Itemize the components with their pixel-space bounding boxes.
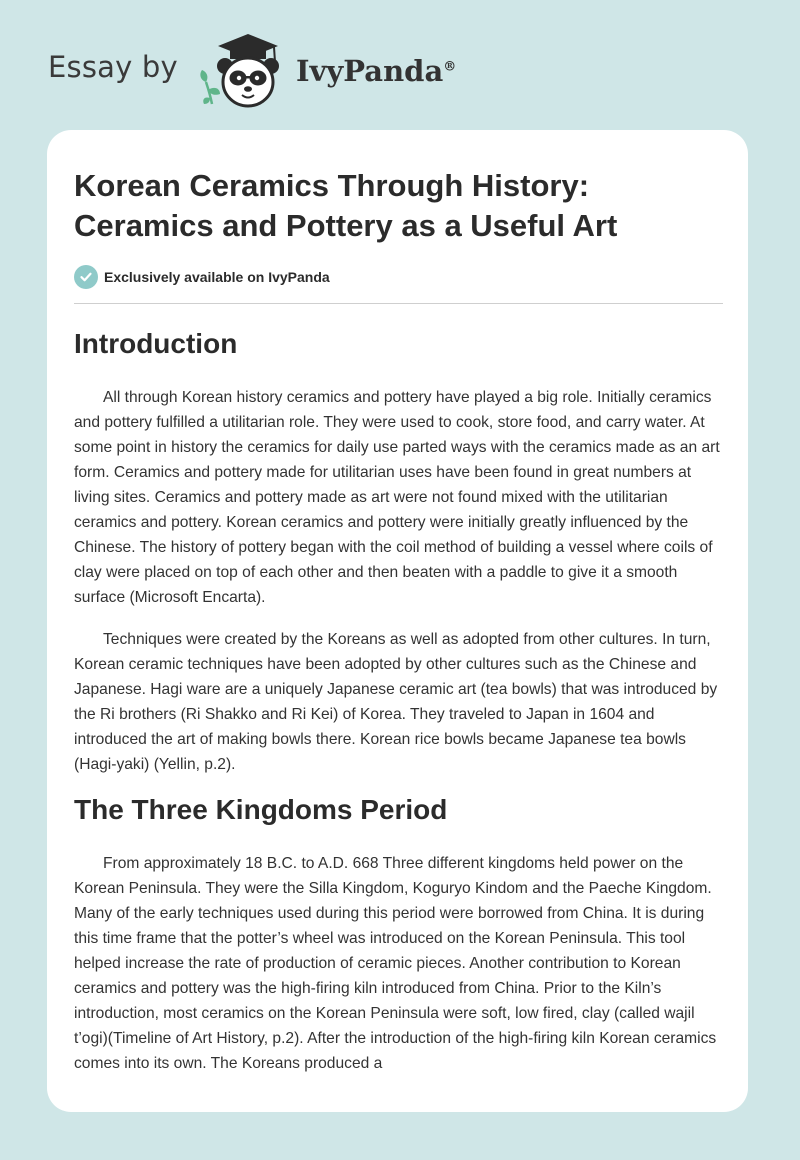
paragraph: Techniques were created by the Koreans as well as adopted from other cultures. In turn, Korean ceramic techniques have been adopted by other cultures such as the Chinese and Japanese. Hagi ware are a uniquely Japanese ceramic art (tea bowls) that was introduced by the Ri brothers (Ri Shakko and Ri Kei) of Korea. They traveled to Japan in 1604 and introduced the art of making bowls there. Korean rice bowls became Japanese tea bowls (Hagi-yaki) (Yellin, p.2). [74, 631, 718, 773]
site-header [0, 0, 800, 120]
section-heading-three-kingdoms: The Three Kingdoms Period [74, 794, 448, 825]
article-body [74, 320, 724, 1076]
leaf-icon [200, 70, 220, 104]
paragraph: From approximately 18 B.C. to A.D. 668 Three different kingdoms held power on the Korean Peninsula. They were the Silla Kingdom, Koguryo Kindom and the Paeche Kingdom. Many of the early techniques used during this period were borrowed from China. It is during this time frame that the potter’s wheel was introduced on the Korean Peninsula. This tool helped increase the rate of production of ceramic pieces. Another contribution to Korean ceramics and pottery was the high-firing kiln introduced from China. Prior to the Kiln’s introduction, most ceramics on the Korean Peninsula were soft, low fired, clay (called wajil t’ogi)(Timeline of Art History, p.2). After the introduction of the high-firing kiln Korean ceramics comes into its own. The Koreans produced a [74, 855, 717, 1072]
badge-text: Exclusively available on IvyPanda [104, 269, 330, 285]
article-title: Korean Ceramics Through History: Ceramics and Pottery as a Useful Art [74, 168, 618, 243]
exclusive-badge [74, 264, 330, 290]
check-icon [74, 265, 98, 289]
brand-prefix: Essay by [48, 50, 178, 84]
article-card [47, 130, 748, 1112]
registered-mark: ® [443, 59, 457, 75]
title-divider [74, 303, 723, 304]
panda-logo-icon[interactable] [198, 32, 294, 112]
section-heading-introduction: Introduction [74, 328, 238, 359]
paragraph: All through Korean history ceramics and pottery have played a big role. Initially ceramics and pottery fulfilled a utilitarian role. They were used to cook, store food, and carry water. At some point in history the ceramics for daily use parted ways with the ceramics made as an art form. Ceramics and pottery made for utilitarian uses have been found in great numbers at living sites. Ceramics and pottery made as art were not found mixed with the utilitarian ceramics and pottery. Korean ceramics and pottery were initially greatly influenced by the Chinese. The history of pottery began with the coil method of building a vessel where coils of clay were placed on top of each other and then beaten with a paddle to give it a smooth surface (Microsoft Encarta). [74, 389, 720, 606]
brand-name[interactable]: IvyPanda® [296, 54, 457, 88]
